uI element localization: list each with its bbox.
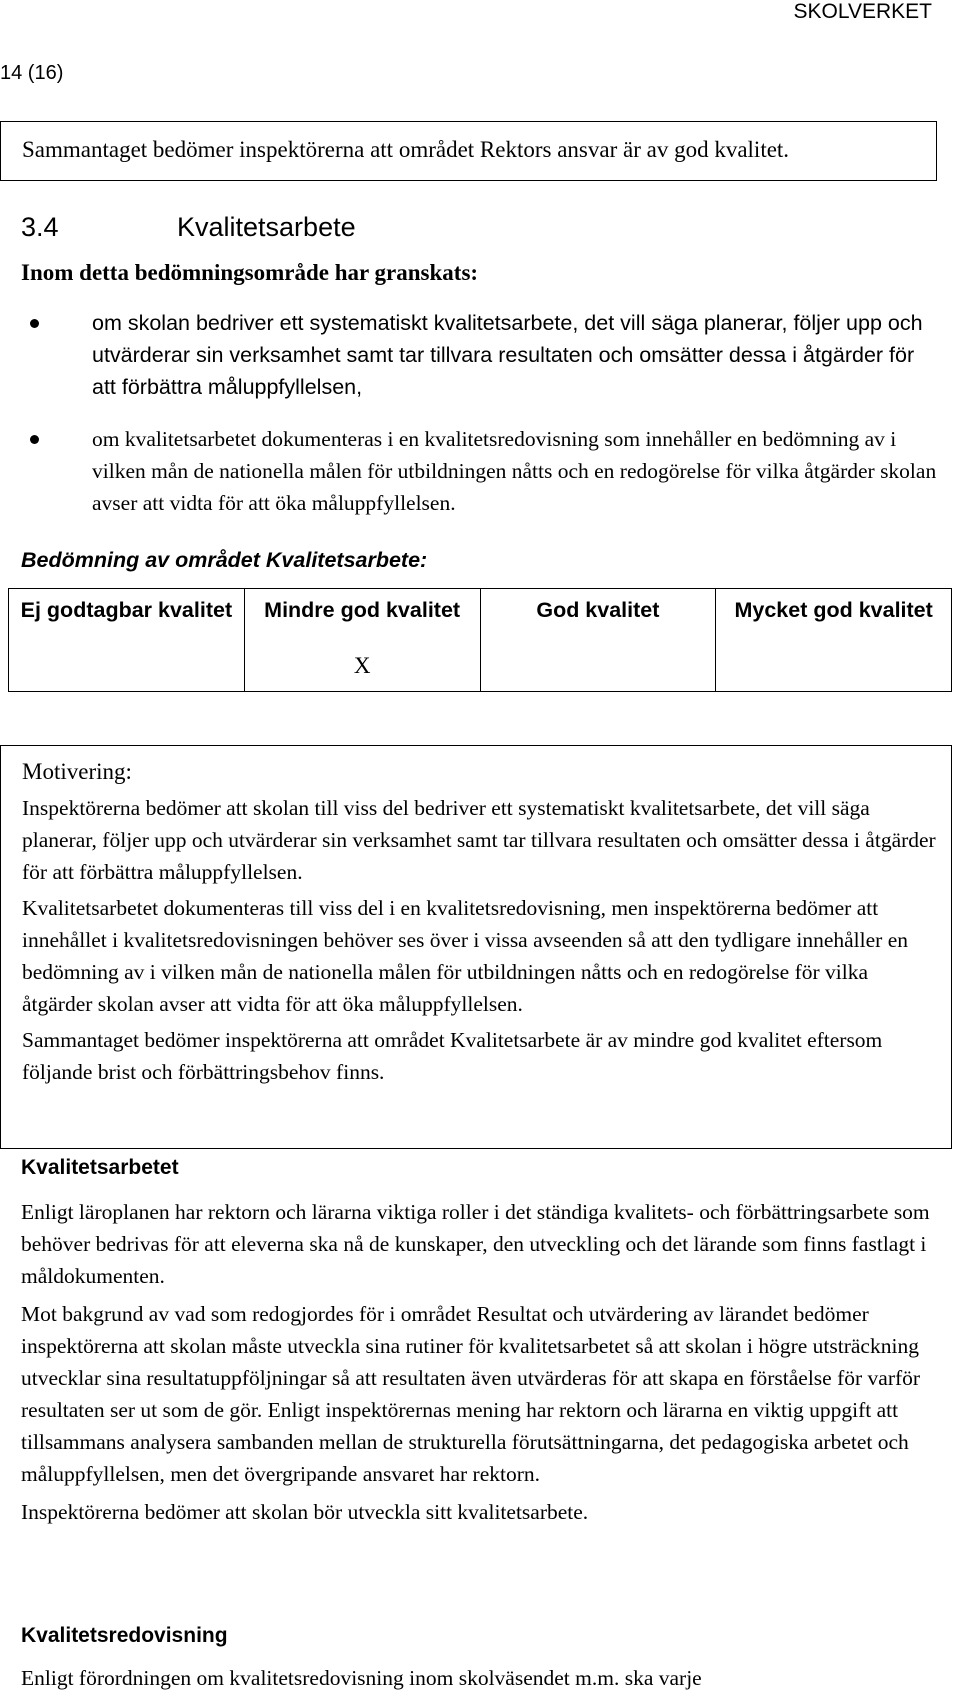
motivation-paragraph: Inspektörerna bedömer att skolan till viss del bedriver ett systematiskt kvalitetsarbete, det vill säga planerar, följer upp och utvärderar sin verksamhet samt tar tillvara resultaten och omsätter dessa i åtgärder för att förbättra måluppfyllelsen.: [22, 796, 936, 884]
assessment-heading: Bedömning av området Kvalitetsarbete:: [21, 548, 428, 572]
list-item-text: om kvalitetsarbetet dokumenteras i en kvalitetsredovisning som innehåller en bedömning av i vilken mån de nationella målen för utbildningen nåtts och en redogörelse för vilka åtgärder skolan avser att vidta för att öka måluppfyllelsen.: [92, 427, 937, 515]
mark-mycket-god: [716, 653, 952, 692]
paragraph: Mot bakgrund av vad som redogjordes för i området Resultat och utvärdering av lärandet bedömer inspektörerna att skolan måste utveckla sina rutiner för kvalitetsarbetet så att skolan i högre utsträckning utvecklar sina resultatuppföljningar så att resultaten även utvärderas för att skapa en förståelse för varför resultaten ser ut som de gör. Enligt inspektörernas mening har rektorn och lärarna en viktig uppgift att tillsammans analysera sambanden mellan de strukturella förutsättningarna, det pedagogiska arbetet och måluppfyllelsen, men det övergripande ansvaret har rektorn.: [21, 1302, 921, 1486]
motivation-label: Motivering:: [22, 759, 132, 784]
paragraph: Enligt förordningen om kvalitetsredovisning inom skolväsendet m.m. ska varje: [21, 1666, 702, 1690]
motivation-paragraph: Sammantaget bedömer inspektörerna att området Kvalitetsarbete är av mindre god kvalitet eftersom följande brist och förbättringsbehov finns.: [22, 1028, 883, 1084]
mark-ej-godtagbar: [9, 653, 245, 692]
list-item: [21, 423, 941, 519]
list-item-text: om skolan bedriver ett systematiskt kvalitetsarbete, det vill säga planerar, följer upp och utvärderar sin verksamhet samt tar tillvara resultaten och omsätter dessa i åtgärder för att förbättra måluppfyllelsen,: [92, 311, 923, 399]
assessment-table: [8, 588, 952, 692]
motivation-box: [0, 745, 952, 1149]
kvalitetsarbetet-heading: Kvalitetsarbetet: [21, 1156, 179, 1179]
mark-mindre-god: X: [244, 653, 480, 692]
paragraph: Inspektörerna bedömer att skolan bör utveckla sitt kvalitetsarbete.: [21, 1500, 589, 1524]
section-title: Kvalitetsarbete: [177, 212, 356, 242]
criteria-list: [21, 307, 941, 539]
motivation-paragraph: Kvalitetsarbetet dokumenteras till viss del i en kvalitetsredovisning, men inspektörerna bedömer att innehållet i kvalitetsredovisningen behöver ses över i vissa avseenden så att den tydligare innehåller en bedömning av i vilken mån de nationella målen för utbildningen nåtts och en redogörelse för vilka åtgärder skolan avser att vidta för att öka måluppfyllelsen.: [22, 896, 908, 1016]
list-item: [21, 307, 941, 403]
page-number: 14 (16): [0, 62, 64, 84]
header-org: SKOLVERKET: [793, 0, 932, 23]
level-god: God kvalitet: [480, 589, 716, 654]
kvalitetsarbetet-body: [21, 1196, 941, 1534]
summary-box: [0, 121, 937, 181]
bullet-icon: [30, 319, 39, 328]
level-mycket-god: Mycket god kvalitet: [716, 589, 952, 654]
mark-god: [480, 653, 716, 692]
level-ej-godtagbar: Ej godtagbar kvalitet: [9, 589, 245, 654]
kvalitetsredovisning-body: [21, 1662, 941, 1700]
section-subheading: Inom detta bedömningsområde har granskats:: [21, 260, 479, 285]
level-mindre-god: Mindre god kvalitet: [244, 589, 480, 654]
section-number: 3.4: [21, 212, 59, 242]
kvalitetsredovisning-heading: Kvalitetsredovisning: [21, 1624, 228, 1647]
paragraph: Enligt läroplanen har rektorn och lärarna viktiga roller i det ständiga kvalitets- och förbättringsarbete som behöver bedrivas för att eleverna ska nå de kunskaper, den utveckling och det lärande som finns fastlagt i måldokumenten.: [21, 1200, 930, 1288]
summary-text: Sammantaget bedömer inspektörerna att området Rektors ansvar är av god kvalitet.: [22, 137, 790, 162]
bullet-icon: [30, 435, 39, 444]
